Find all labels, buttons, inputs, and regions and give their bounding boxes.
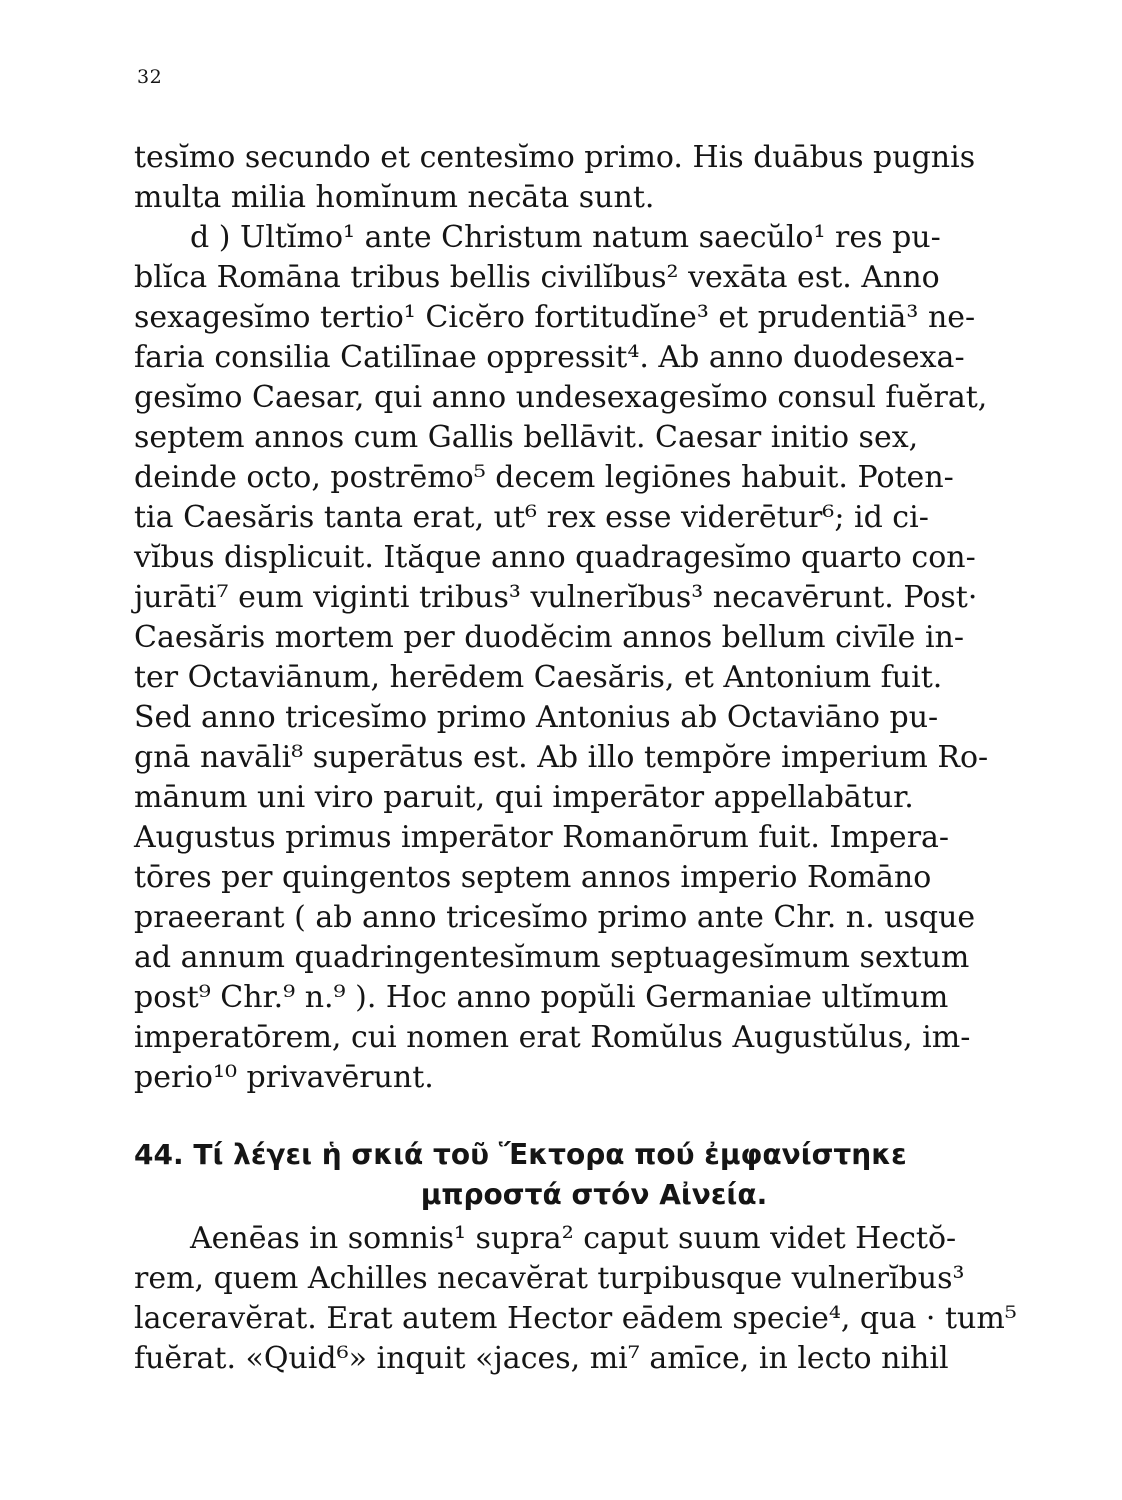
text-line: Caesăris mortem per duodĕcim annos bellum civīle in- — [134, 620, 964, 655]
text-line: rem, quem Achilles necavĕrat turpibusque vulnerĭbus³ — [134, 1261, 965, 1296]
page-number: 32 — [137, 66, 163, 88]
text-line: tōres per quingentos septem annos imperio Romāno — [134, 860, 932, 895]
text-line: faria consilia Catilīnae oppressit⁴. Ab anno duodesexa- — [134, 340, 965, 375]
section-heading-line-2: μπροστά στόν Aἰνεία. — [420, 1178, 768, 1211]
text-line: blĭca Romāna tribus bellis civilĭbus² vexāta est. Anno — [134, 260, 940, 295]
section-heading — [134, 1135, 1054, 1215]
text-line: tesĭmo secundo et centesĭmo primo. His duābus pugnis — [134, 140, 976, 175]
text-line: gesĭmo Caesar, qui anno undesexagesĭmo consul fuĕrat, — [134, 380, 988, 415]
text-line: ter Octaviānum, herēdem Caesăris, et Antonium fuit. — [134, 660, 943, 695]
section-heading-line-1: 44. Tί λέγει ἡ σκιά τοῦ Ἕκτορα πού ἐμφανίστηκε — [134, 1138, 907, 1171]
text-line: ad annum quadringentesĭmum septuagesĭmum sextum — [134, 940, 970, 975]
text-line: septem annos cum Gallis bellāvit. Caesar initio sex, — [134, 420, 919, 455]
text-line: perio¹⁰ privavērunt. — [134, 1060, 434, 1095]
text-line: gnā navāli⁸ superātus est. Ab illo tempŏre imperium Ro- — [134, 740, 989, 775]
text-line: Sed anno tricesĭmo primo Antonius ab Octaviāno pu- — [134, 700, 939, 735]
text-line: post⁹ Chr.⁹ n.⁹ ). Hoc anno popŭli Germaniae ultĭmum — [134, 980, 949, 1015]
text-line: d ) Ultĭmo¹ ante Christum natum saecŭlo¹ res pu- — [190, 220, 941, 255]
passage-latin-civil-wars — [134, 138, 1054, 1098]
passage-latin-aeneas — [134, 1219, 1054, 1379]
text-line: praeerant ( ab anno tricesĭmo primo ante Chr. n. usque — [134, 900, 976, 935]
text-line: Aenēas in somnis¹ supra² caput suum videt Hectŏ- — [190, 1221, 957, 1256]
text-line: sexagesĭmo tertio¹ Cicĕro fortitudĭne³ et prudentiā³ ne- — [134, 300, 976, 335]
text-line: deinde octo, postrēmo⁵ decem legiōnes habuit. Poten- — [134, 460, 954, 495]
text-line: jurāti⁷ eum viginti tribus³ vulnerĭbus³ necavērunt. Post· — [134, 580, 978, 615]
text-line: tia Caesăris tanta erat, ut⁶ rex esse viderētur⁶; id ci- — [134, 500, 929, 535]
text-line: laceravĕrat. Erat autem Hector eādem specie⁴, qua · tum⁵ — [134, 1301, 1017, 1336]
text-line: imperatōrem, cui nomen erat Romŭlus Augustŭlus, im- — [134, 1020, 971, 1055]
text-line: fuĕrat. «Quid⁶» inquit «jaces, mi⁷ amīce, in lecto nihil — [134, 1341, 949, 1376]
text-line: vĭbus displicuit. Ităque anno quadragesĭmo quarto con- — [134, 540, 976, 575]
text-line: multa milia homĭnum necāta sunt. — [134, 180, 655, 215]
text-line: mānum uni viro paruit, qui imperātor appellabātur. — [134, 780, 914, 815]
text-line: Augustus primus imperātor Romanōrum fuit. Impera- — [134, 820, 950, 855]
